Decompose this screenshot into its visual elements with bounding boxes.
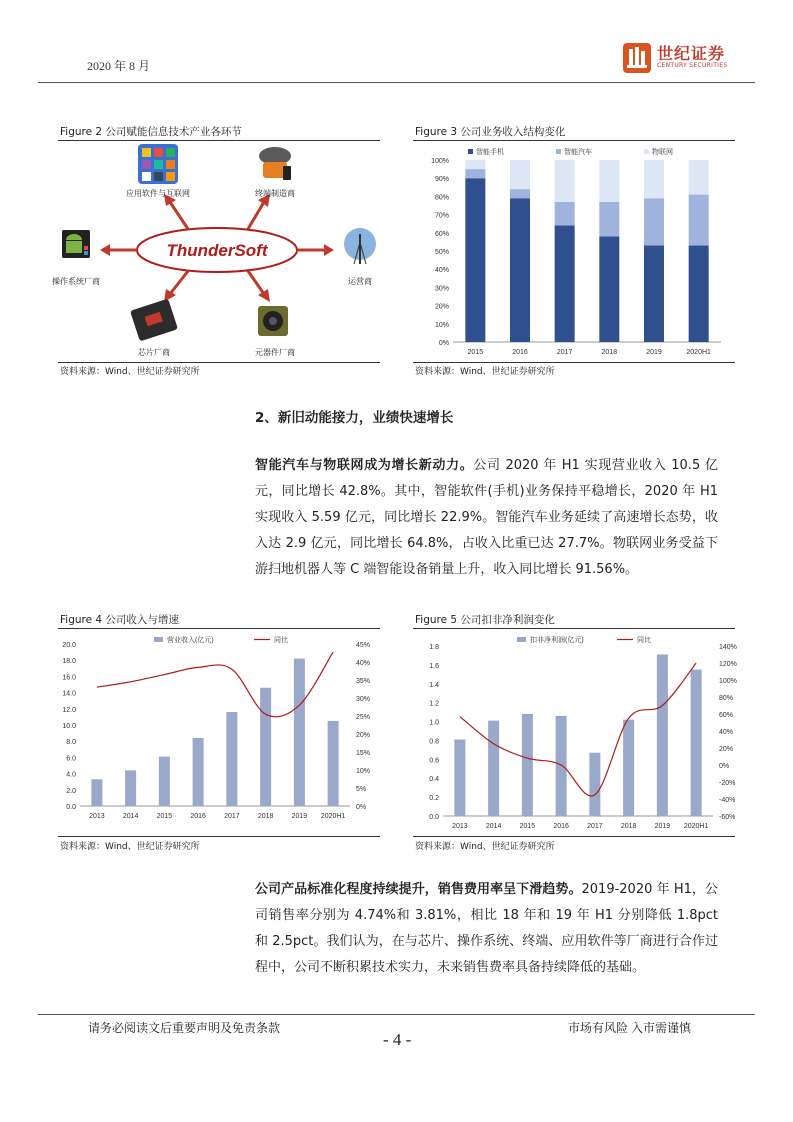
- bar-智能手机-2017: [555, 226, 575, 342]
- figure2-top-rule: [58, 140, 380, 141]
- figure2-bottom-rule: [58, 362, 380, 363]
- legend-swatch-智能手机: [468, 149, 473, 154]
- x-tick-label: 2014: [122, 813, 139, 820]
- y-left-tick-label: 0.4: [429, 776, 439, 784]
- figure4-bottom-rule: [58, 836, 380, 837]
- figure4-chart: [58, 630, 380, 836]
- x-tick-label: 2020H1: [686, 349, 711, 356]
- y-right-tick-label: 0%: [719, 763, 730, 770]
- figure3-top-rule: [413, 140, 735, 141]
- y-left-tick-label: 0.2: [429, 795, 439, 803]
- bar-智能汽车-2016: [510, 189, 530, 198]
- bar-2018: [623, 720, 634, 816]
- y-left-tick-label: 1.4: [429, 681, 439, 689]
- y-left-tick-label: 0.0: [66, 804, 76, 811]
- x-tick-label: 2015: [519, 823, 536, 830]
- y-left-tick-label: 0.0: [429, 814, 439, 821]
- bar-智能手机-2015: [465, 178, 485, 342]
- bar-物联网-2019: [644, 160, 664, 198]
- y-tick-label: 90%: [434, 176, 449, 184]
- figure5-top-rule: [413, 628, 735, 629]
- y-left-tick-label: 16.0: [62, 674, 76, 682]
- bar-2013: [454, 740, 465, 817]
- oem-device-icon: [259, 147, 291, 180]
- bar-2019: [294, 659, 305, 806]
- bar-物联网-2020H1: [689, 160, 709, 195]
- node-chip-label: 芯片厂商: [138, 348, 170, 357]
- bar-智能汽车-2015: [465, 169, 485, 178]
- paragraph-1: [255, 453, 718, 583]
- legend-swatch-智能汽车: [556, 149, 561, 154]
- y-right-tick-label: 15%: [356, 750, 371, 757]
- bar-智能汽车-2019: [644, 198, 664, 245]
- component-icon: [258, 306, 288, 336]
- y-left-tick-label: 8.0: [66, 739, 76, 747]
- y-tick-label: 80%: [434, 194, 449, 202]
- figure4-top-rule: [58, 628, 380, 629]
- y-left-tick-label: 0.8: [429, 738, 439, 746]
- y-left-tick-label: 20.0: [62, 642, 76, 649]
- y-left-tick-label: 1.0: [429, 719, 439, 727]
- apps-icon: [138, 144, 178, 184]
- arrow-to-component: [248, 271, 264, 294]
- node-oem-label: 终端制造商: [255, 189, 295, 198]
- x-tick-label: 2017: [587, 823, 603, 830]
- bar-2015: [159, 757, 170, 806]
- legend-label-bar: 营业收入(亿元): [167, 637, 214, 644]
- report-date: 2020 年 8 月: [87, 59, 151, 73]
- footer-risk-notice: 市场有风险 入市需谨慎: [568, 1021, 692, 1035]
- y-right-tick-label: 20%: [719, 746, 734, 753]
- header-divider: [38, 82, 755, 83]
- y-left-tick-label: 1.8: [429, 644, 439, 651]
- y-left-tick-label: 1.6: [429, 662, 439, 670]
- y-tick-label: 70%: [434, 212, 449, 220]
- bar-物联网-2017: [555, 160, 575, 202]
- legend-label-智能手机: 智能手机: [476, 149, 504, 156]
- x-tick-label: 2016: [512, 349, 528, 356]
- figure5-source: 资料来源：Wind、世纪证券研究所: [415, 842, 555, 852]
- figure5-chart: [413, 630, 735, 836]
- x-tick-label: 2020H1: [320, 813, 346, 820]
- y-right-tick-label: 100%: [719, 678, 737, 685]
- x-tick-label: 2014: [485, 823, 502, 830]
- y-right-tick-label: 5%: [356, 786, 367, 793]
- y-left-tick-label: 18.0: [62, 658, 76, 666]
- y-right-tick-label: 120%: [719, 661, 737, 668]
- y-right-tick-label: 25%: [356, 714, 371, 721]
- paragraph-2-lead: 公司产品标准化程度持续提升，销售费用率呈下滑趋势。: [255, 882, 582, 897]
- section-title: 2、新旧动能接力，业绩快速增长: [255, 410, 454, 426]
- android-os-icon: [62, 230, 90, 258]
- bar-2016: [193, 738, 204, 806]
- paragraph-2: [255, 877, 718, 981]
- figure5-title: Figure 5 公司扣非净利润变化: [415, 614, 555, 626]
- bar-2020H1: [691, 670, 702, 816]
- bar-智能手机-2019: [644, 246, 664, 342]
- paragraph-2-body: 2019-2020 年 H1，公司销售率分别为 4.74%和 3.81%，相比 18 年和 19 年 H1 分别降低 1.8pct 和 2.5pct。我们认为，在与芯片、操作系统、终端、应用软件等厂商进行合作过程中，公司不断积累技术实力，未来销售费率具备持续降低的基础。: [255, 882, 718, 975]
- legend-label-智能汽车: 智能汽车: [564, 149, 592, 156]
- y-left-tick-label: 1.2: [429, 700, 439, 708]
- x-tick-label: 2015: [467, 349, 484, 356]
- legend-label-物联网: 物联网: [652, 149, 673, 156]
- bar-2020H1: [328, 721, 339, 806]
- operator-tower-icon: [344, 228, 376, 264]
- y-left-tick-label: 2.0: [66, 787, 76, 795]
- node-apps-label: 应用软件与互联网: [126, 189, 190, 198]
- figure2-title: Figure 2 公司赋能信息技术产业各环节: [60, 126, 242, 138]
- figure3-title: Figure 3 公司业务收入结构变化: [415, 126, 566, 138]
- x-tick-label: 2018: [601, 349, 618, 356]
- y-right-tick-label: 20%: [356, 732, 371, 739]
- y-left-tick-label: 6.0: [66, 755, 76, 763]
- y-right-tick-label: 10%: [356, 768, 371, 775]
- chip-icon: [130, 299, 178, 342]
- x-tick-label: 2019: [291, 813, 308, 820]
- figure5-bottom-rule: [413, 836, 735, 837]
- y-right-tick-label: 40%: [356, 660, 371, 667]
- y-left-tick-label: 10.0: [62, 723, 76, 730]
- bar-物联网-2016: [510, 160, 530, 189]
- x-tick-label: 2020H1: [683, 823, 709, 830]
- bar-2018: [260, 688, 271, 806]
- x-tick-label: 2019: [646, 349, 662, 356]
- footer-disclaimer: 请务必阅读文后重要声明及免责条款: [88, 1021, 281, 1035]
- y-tick-label: 0%: [438, 340, 449, 347]
- legend-label-line: 同比: [274, 637, 288, 644]
- figure3-bottom-rule: [413, 362, 735, 363]
- y-left-tick-label: 14.0: [62, 690, 76, 698]
- y-left-tick-label: 0.6: [429, 757, 439, 765]
- bar-智能手机-2020H1: [689, 246, 709, 342]
- y-right-tick-label: 40%: [719, 729, 734, 736]
- x-tick-label: 2018: [257, 813, 274, 820]
- figure2-diagram: [52, 142, 380, 362]
- brand-name: 世纪证券: [657, 44, 726, 63]
- center-ellipse: [137, 228, 297, 272]
- x-tick-label: 2017: [224, 813, 240, 820]
- y-right-tick-label: 35%: [356, 678, 371, 685]
- node-os-label: 操作系统厂商: [52, 277, 100, 286]
- y-tick-label: 20%: [434, 303, 449, 311]
- y-tick-label: 40%: [434, 267, 449, 275]
- y-right-tick-label: 80%: [719, 695, 734, 702]
- paragraph-1-body: 公司 2020 年 H1 实现营业收入 10.5 亿元，同比增长 42.8%。其中，智能软件(手机)业务保持平稳增长，2020 年 H1 实现收入 5.59 亿元，同比增长 22.9%。智能汽车业务延续了高速增长态势，收入达 2.9 亿元，同比增长 64.8%，占收入比重已达 27.7%。物联网业务受益下游扫地机器人等 C 端智能设备销量上升，收入同比增长 91.56%。: [255, 458, 718, 577]
- x-tick-label: 2013: [89, 813, 105, 820]
- bar-2016: [556, 716, 567, 816]
- bar-智能手机-2018: [599, 236, 619, 342]
- x-tick-label: 2016: [190, 813, 206, 820]
- thundersoft-logo: ThunderSoft: [166, 241, 268, 260]
- y-right-tick-label: -20%: [719, 780, 736, 787]
- y-tick-label: 50%: [434, 249, 449, 256]
- legend-swatch-bar: [154, 637, 163, 642]
- y-tick-label: 10%: [434, 321, 449, 329]
- arrow-to-chip: [170, 271, 188, 294]
- bar-2015: [522, 714, 533, 816]
- y-right-tick-label: -40%: [719, 797, 736, 804]
- brand-subtitle: CENTURY SECURITIES: [657, 62, 728, 69]
- bar-物联网-2018: [599, 160, 619, 202]
- legend-swatch-物联网: [644, 149, 649, 154]
- x-tick-label: 2018: [620, 823, 637, 830]
- legend-swatch-bar: [517, 637, 526, 642]
- y-tick-label: 30%: [434, 285, 449, 293]
- node-component-label: 元器件厂商: [255, 348, 295, 357]
- legend-label-bar: 扣非净利润(亿元): [530, 637, 584, 644]
- figure4-title: Figure 4 公司收入与增速: [60, 614, 179, 626]
- bar-智能汽车-2017: [555, 202, 575, 226]
- page-number: - 4 -: [383, 1030, 412, 1049]
- brand-logo-icon: [621, 41, 653, 75]
- arrow-to-oem: [248, 202, 264, 229]
- y-right-tick-label: -60%: [719, 814, 736, 821]
- y-left-tick-label: 12.0: [62, 706, 76, 714]
- bar-智能汽车-2018: [599, 202, 619, 237]
- bar-2019: [657, 655, 668, 817]
- x-tick-label: 2015: [156, 813, 173, 820]
- paragraph-1-lead: 智能汽车与物联网成为增长新动力。: [255, 458, 474, 473]
- bar-物联网-2015: [465, 160, 485, 169]
- y-left-tick-label: 4.0: [66, 771, 76, 779]
- bar-2017: [226, 712, 237, 806]
- x-tick-label: 2017: [556, 349, 573, 356]
- figure3-chart: [413, 142, 735, 362]
- arrow-to-apps: [170, 202, 188, 229]
- bar-智能手机-2016: [510, 198, 530, 342]
- y-tick-label: 100%: [431, 158, 449, 165]
- y-tick-label: 60%: [434, 230, 449, 238]
- bar-2014: [125, 770, 136, 806]
- bar-2017: [589, 753, 600, 816]
- bar-2013: [91, 779, 102, 806]
- footer-divider: [38, 1014, 755, 1015]
- bar-智能汽车-2020H1: [689, 195, 709, 246]
- y-right-tick-label: 30%: [356, 696, 371, 703]
- x-tick-label: 2013: [452, 823, 468, 830]
- node-operator-label: 运营商: [348, 277, 372, 286]
- legend-label-line: 同比: [637, 637, 651, 644]
- figure2-source: 资料来源：Wind、世纪证券研究所: [60, 367, 200, 377]
- y-right-tick-label: 140%: [719, 644, 737, 651]
- y-right-tick-label: 60%: [719, 712, 734, 719]
- bar-2014: [488, 721, 499, 816]
- figure3-source: 资料来源：Wind、世纪证券研究所: [415, 367, 555, 377]
- y-right-tick-label: 45%: [356, 642, 371, 649]
- y-right-tick-label: 0%: [356, 804, 367, 811]
- x-tick-label: 2019: [654, 823, 671, 830]
- figure4-source: 资料来源：Wind、世纪证券研究所: [60, 842, 200, 852]
- x-tick-label: 2016: [553, 823, 569, 830]
